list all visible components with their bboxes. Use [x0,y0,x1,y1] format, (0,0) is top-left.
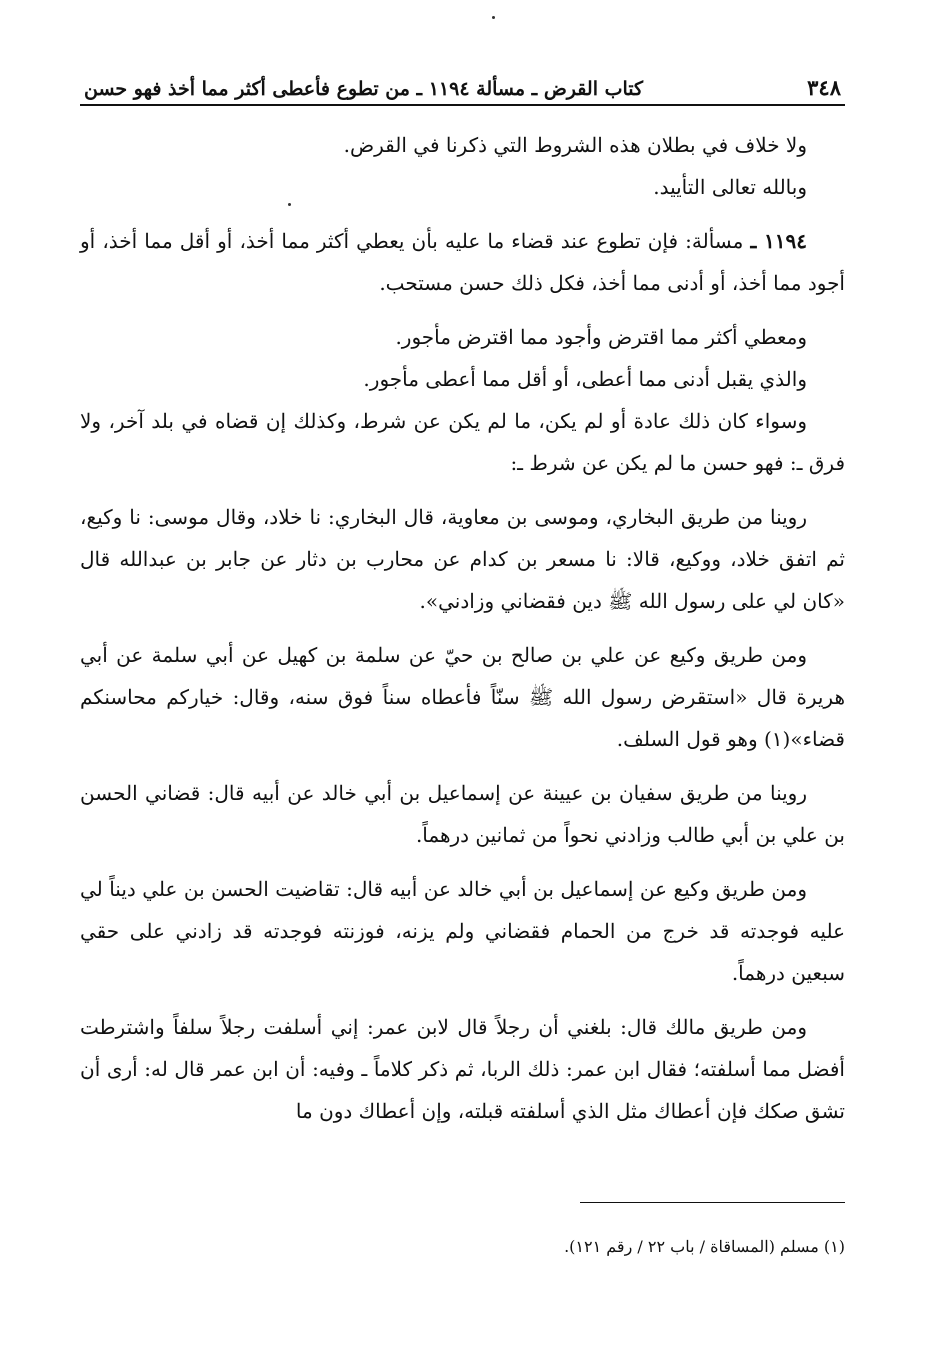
paragraph: روينا من طريق سفيان بن عيينة عن إسماعيل بن أبي خالد عن أبيه قال: قضاني الحسن بن علي بن أبي طالب وزادني نحواً من ثمانين درهماً. [80,781,845,847]
footnote: (١) مسلم (المساقاة / باب ٢٢ / رقم ١٢١). [564,1237,845,1256]
body-text [80,124,845,1132]
paragraph: ومن طريق وكيع عن علي بن صالح بن حيّ عن سلمة بن كهيل عن أبي سلمة عن أبي هريرة قال «استقرض رسول الله ﷺ سنّاً فأعطاه سناً فوق سنه، وقال: خياركم محاسنكم قضاء»(١) وهو قول السلف. [80,643,845,751]
paragraph: ومن طريق مالك قال: بلغني أن رجلاً قال لابن عمر: إني أسلفت رجلاً سلفاً واشترطت أفضل مما أسلفته؛ فقال ابن عمر: ذلك الربا، ثم ذكر كلاماً ـ وفيه: أن ابن عمر قال له: أرى أن تشق صكك فإن أعطاك مثل الذي أسلفته قبلته، وإن أعطاك دون ما [80,1015,845,1123]
paragraph: روينا من طريق البخاري، وموسى بن معاوية، قال البخاري: نا خلاد، وقال موسى: نا وكيع، ثم اتفق خلاد، ووكيع، قالا: نا مسعر بن كدام عن محارب بن دثار عن جابر بن عبدالله قال «كان لي على رسول الله ﷺ دين فقضاني وزادني». [80,505,845,613]
paragraph: وسواء كان ذلك عادة أو لم يكن، ما لم يكن عن شرط، وكذلك إن قضاه في بلد آخر، ولا فرق ـ: فهو حسن ما لم يكن عن شرط ـ: [80,409,845,475]
paragraph: والذي يقبل أدنى مما أعطى، أو أقل مما أعطى مأجور. [363,367,807,391]
scan-speck [288,203,291,206]
issue-text: مسألة: فإن تطوع عند قضاء ما عليه بأن يعطي أكثر مما أخذ، أو أقل مما أخذ، أو أجود مما أخذ، أو أدنى مما أخذ، فكل ذلك حسن مستحب. [80,229,845,295]
scan-speck [492,16,495,19]
paragraph: وبالله تعالى التأييد. [653,175,807,199]
issue-paragraph [80,220,845,304]
page-number: ٣٤٨ [807,75,841,100]
footnote-divider [580,1202,845,1203]
running-title: كتاب القرض ـ مسألة ١١٩٤ ـ من تطوع فأعطى أكثر مما أخذ فهو حسن [84,78,644,100]
paragraph: ولا خلاف في بطلان هذه الشروط التي ذكرنا في القرض. [343,133,807,157]
issue-number: ١١٩٤ ـ [750,229,808,253]
paragraph: ومن طريق وكيع عن إسماعيل بن أبي خالد عن أبيه قال: تقاضيت الحسن بن علي ديناً لي عليه فوجدته قد خرج من الحمام فقضاني ولم يزنه، فوزنته فوجدته قد زادني على حقي سبعين درهماً. [80,877,845,985]
page-header [80,60,845,106]
paragraph: ومعطي أكثر مما اقترض وأجود مما اقترض مأجور. [395,325,807,349]
page [80,60,845,1350]
